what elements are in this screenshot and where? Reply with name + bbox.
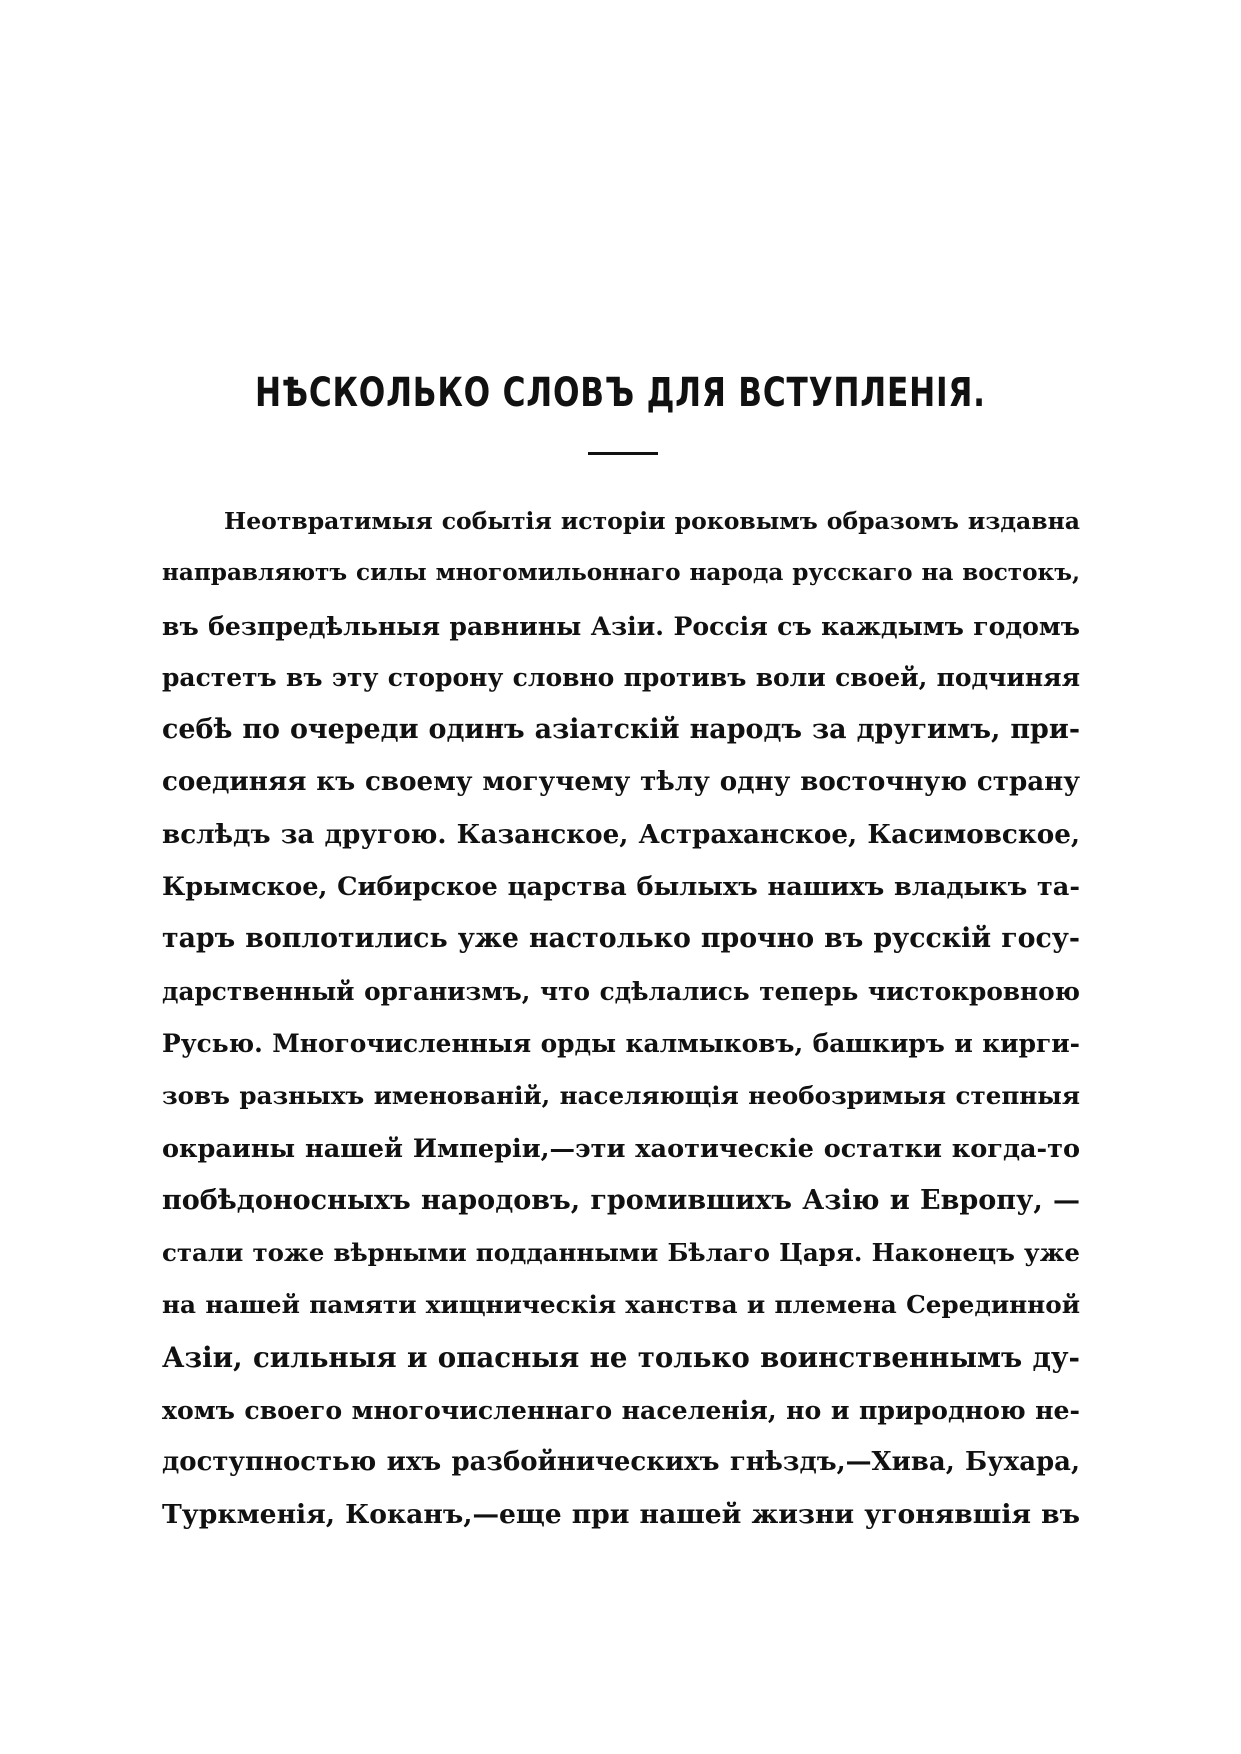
text-line: направляютъ силы многомильоннаго народа русскаго на востокъ, bbox=[162, 559, 1080, 587]
text-line: побѣдоносныхъ народовъ, громившихъ Азію и Европу, — bbox=[162, 1184, 1080, 1216]
text-line: Крымское, Сибирское царства былыхъ нашихъ владыкъ та- bbox=[162, 872, 1080, 903]
text-line: на нашей памяти хищническія ханства и племена Серединной bbox=[162, 1290, 1080, 1320]
text-line: дарственный организмъ, что сдѣлались теперь чистокровною bbox=[162, 976, 1080, 1006]
text-line: Азіи, сильныя и опасныя не только воинственнымъ ду- bbox=[162, 1340, 1080, 1374]
chapter-title: НѢСКОЛЬКО СЛОВЪ ДЛЯ ВСТУПЛЕНІЯ. bbox=[254, 370, 986, 416]
text-line: хомъ своего многочисленнаго населенія, но и природною не- bbox=[162, 1395, 1080, 1426]
title-divider bbox=[588, 452, 658, 455]
text-line: Неотвратимыя событія исторіи роковымъ образомъ издавна bbox=[224, 507, 1080, 535]
text-line: Туркменія, Коканъ,—еще при нашей жизни угонявшія въ bbox=[162, 1498, 1080, 1530]
text-line: себѣ по очереди одинъ азіатскій народъ за другимъ, при- bbox=[162, 714, 1080, 746]
text-line: доступностью ихъ разбойническихъ гнѣздъ,—Хива, Бухара, bbox=[162, 1447, 1080, 1478]
text-line: вслѣдъ за другою. Казанское, Астраханское, Касимовское, bbox=[162, 818, 1080, 850]
body-text bbox=[162, 495, 1080, 1541]
text-line: окраины нашей Имперіи,—эти хаотическіе остатки когда-то bbox=[162, 1133, 1080, 1164]
text-line: Русью. Многочисленныя орды калмыковъ, башкиръ и кирги- bbox=[162, 1028, 1080, 1058]
text-line: соединяя къ своему могучему тѣлу одну восточную страну bbox=[162, 766, 1080, 798]
text-line: растетъ въ эту сторону словно противъ воли своей, подчиняя bbox=[162, 662, 1080, 692]
text-line: въ безпредѣльныя равнины Азіи. Россія съ каждымъ годомъ bbox=[162, 610, 1080, 641]
text-line: зовъ разныхъ именованій, населяющія необозримыя степныя bbox=[162, 1081, 1080, 1111]
text-line: таръ воплотились уже настолько прочно въ русскій госу- bbox=[162, 923, 1080, 955]
text-line: стали тоже вѣрными подданными Бѣлаго Царя. Наконецъ уже bbox=[162, 1238, 1080, 1268]
